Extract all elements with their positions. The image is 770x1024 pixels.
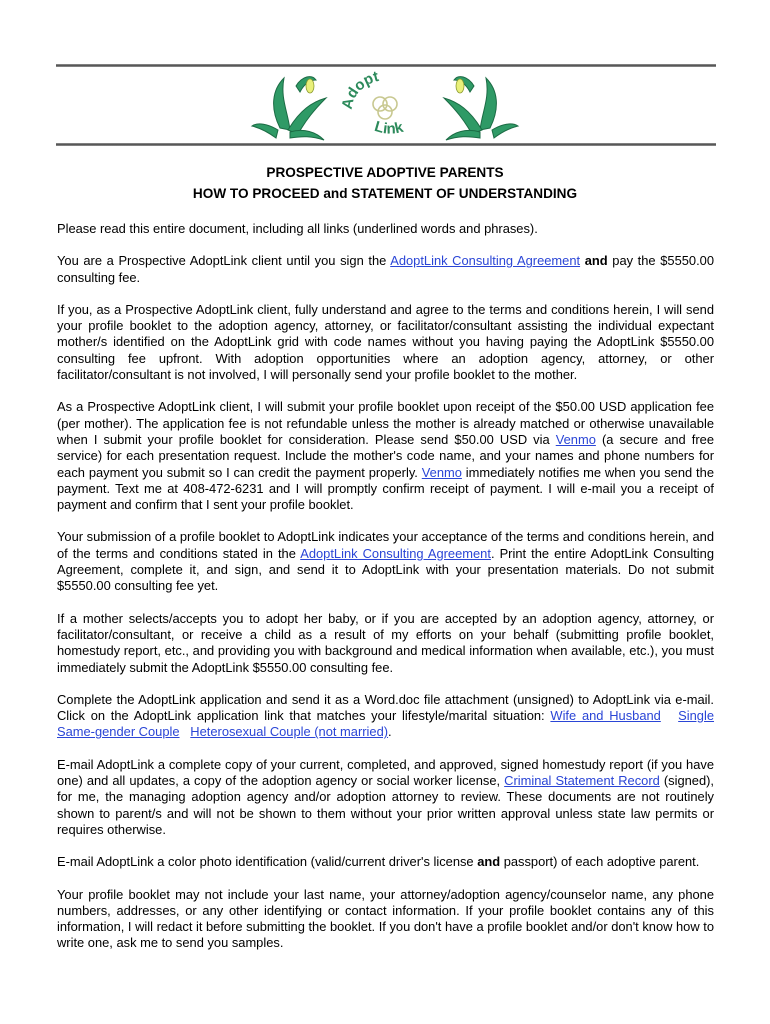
consulting-agreement-link-2[interactable]: AdoptLink Consulting Agreement bbox=[300, 545, 491, 561]
left-leaf-icon bbox=[252, 77, 326, 140]
heterosexual-couple-link[interactable]: Heterosexual Couple (not married) bbox=[190, 724, 389, 740]
single-link[interactable]: Single bbox=[678, 708, 715, 724]
paragraph-consulting-fee: If a mother selects/accepts you to adopt her baby, or if you are accepted by an adoption agency, attorney, or facilitator/consultant, or receive a child as a result of my efforts on your behalf (submitting profile booklet, homestudy report, etc., and providing you with background and medical information when available, etc.), you must immediately submit the AdoptLink $5550.00 consulting fee. bbox=[57, 610, 714, 675]
logo-text-top: Adopt bbox=[338, 68, 381, 111]
paragraph-application: Complete the AdoptLink application and send it as a Word.doc file attachment (unsigned) to AdoptLink via e-mail. Click on the AdoptLink application link that matches your lifestyle/marital situation: Wife and Husband Single Same-gender Couple Heterosexual Couple (not married). bbox=[57, 691, 715, 740]
header-rule-bottom bbox=[56, 143, 716, 146]
paragraph-intro: Please read this entire document, including all links (underlined words and phrases). bbox=[57, 221, 538, 236]
same-gender-couple-link[interactable]: Same-gender Couple bbox=[57, 724, 180, 740]
wife-and-husband-link[interactable]: Wife and Husband bbox=[550, 708, 661, 724]
paragraph-profile-booklet: Your profile booklet may not include your last name, your attorney/adoption agency/counselor name, any phone numbers, addresses, or any other identifying or contact information. If your profile booklet contains any of this information, I will redact it before submitting the booklet. If you don't have a profile booklet and/or don't know how to write one, ask me to send you samples. bbox=[57, 886, 714, 951]
adoptlink-logo bbox=[250, 68, 520, 144]
interlocking-rings-icon bbox=[373, 97, 397, 119]
paragraph-terms: If you, as a Prospective AdoptLink client, fully understand and agree to the terms and conditions herein, I will send your profile booklet to the adoption agency, attorney, or facilitator/consultant assisting the individual expectant mother/s identified on the AdoptLink grid with code names without you having paying the AdoptLink $5550.00 consulting fee upfront. With adoption opportunities where an adoption agency, attorney, or other facilitator/consultant is not involved, I will personally send your profile booklet to the mother. bbox=[57, 301, 714, 383]
paragraph-homestudy: E-mail AdoptLink a complete copy of your current, completed, and approved, signed homestudy report (if you have one) and all updates, a copy of the adoption agency or social worker license, Criminal Statement Record (signed), for me, the managing adoption agency and/or adoption attorney to review. These documents are not routinely shown to parent/s and will not be shown to them without your prior written approval unless state law permits or requires otherwise. bbox=[57, 756, 715, 837]
paragraph-photo-id: E-mail AdoptLink a color photo identification (valid/current driver's license and passport) of each adoptive parent. bbox=[57, 854, 700, 870]
paragraph-application-fee: As a Prospective AdoptLink client, I will submit your profile booklet upon receipt of the $50.00 USD application fee (per mother). The application fee is not refundable unless the mother is already matched or otherwise unavailable when I submit your profile booklet for consideration. Please send $50.00 USD via Venmo (a secure and free service) for each presentation request. Include the mother's code name, and your names and phone numbers for each payment you submit so I can credit the payment properly. Venmo immediately notifies me when you send the payment. Text me at 408-472-6231 and I will promptly confirm receipt of payment. I will e-mail you a receipt of payment and confirm that I sent your profile booklet. bbox=[57, 399, 714, 513]
consulting-agreement-link[interactable]: AdoptLink Consulting Agreement bbox=[390, 253, 581, 269]
page-title: PROSPECTIVE ADOPTIVE PARENTS bbox=[266, 165, 504, 180]
right-leaf-icon bbox=[444, 77, 518, 140]
venmo-link-2[interactable]: Venmo bbox=[421, 464, 462, 480]
venmo-link[interactable]: Venmo bbox=[555, 431, 596, 447]
paragraph-submission: Your submission of a profile booklet to AdoptLink indicates your acceptance of the terms and conditions herein, and of the terms and conditions stated in the AdoptLink Consulting Agreement. Print the entire AdoptLink Consulting Agreement, complete it, and sign, and send it to AdoptLink with your presentation materials. Do not submit $5550.00 consulting fee yet. bbox=[57, 529, 714, 594]
header-rule-top bbox=[56, 64, 716, 67]
document-body bbox=[57, 221, 714, 968]
paragraph-client-status: You are a Prospective AdoptLink client until you sign the AdoptLink Consulting Agreement and pay the $5550.00 consulting fee. bbox=[57, 253, 715, 285]
criminal-statement-record-link[interactable]: Criminal Statement Record bbox=[504, 773, 660, 789]
logo-text-bottom: Link bbox=[372, 118, 405, 138]
page-subtitle: HOW TO PROCEED and STATEMENT OF UNDERSTANDING bbox=[192, 186, 578, 201]
